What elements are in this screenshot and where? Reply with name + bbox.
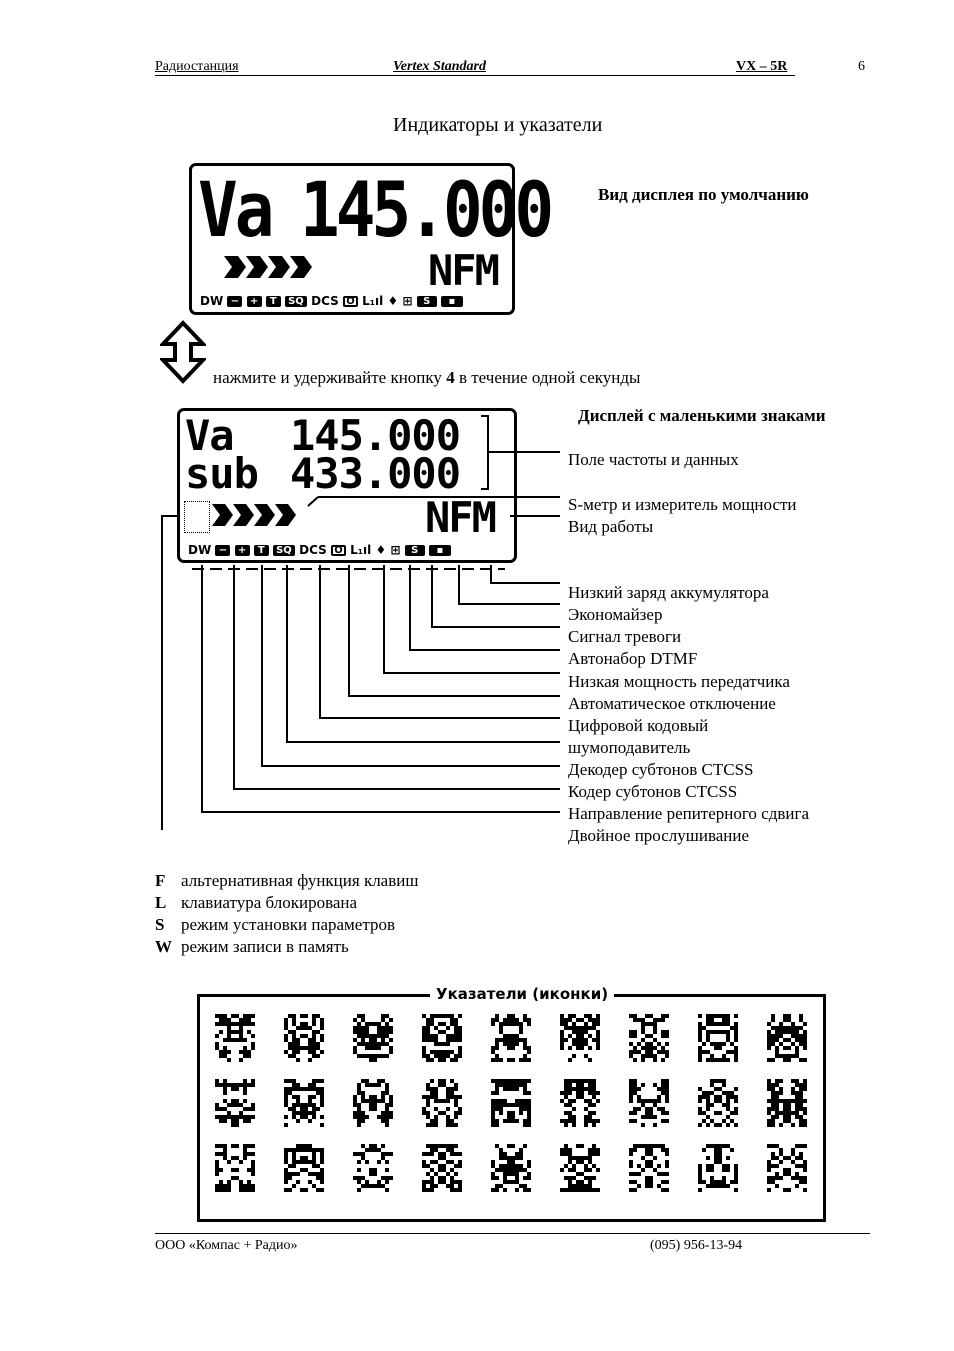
mw-band-icon bbox=[215, 1014, 255, 1062]
deer-icon bbox=[560, 1144, 600, 1192]
legend-w: W режим записи в память bbox=[155, 937, 349, 956]
list-item: Цифровой кодовый bbox=[568, 716, 709, 735]
t-indicator-small: T bbox=[254, 545, 269, 556]
radio-vhf-icon bbox=[560, 1014, 600, 1062]
power-off-icon-small: O bbox=[331, 545, 346, 556]
callout-frequency: Поле частоты и данных bbox=[568, 450, 739, 469]
battery-icon-small: ▪ bbox=[429, 545, 451, 556]
lcd-small-mode: NFM bbox=[425, 493, 495, 542]
callout-list bbox=[568, 583, 868, 853]
book-icon bbox=[491, 1079, 531, 1127]
tree-icon bbox=[284, 1144, 324, 1192]
legend-f: F альтернативная функция клавиш bbox=[155, 871, 419, 890]
family-icon bbox=[491, 1144, 531, 1192]
caption-default: Вид дисплея по умолчанию bbox=[598, 185, 809, 204]
dcs-indicator-small: DCS bbox=[299, 543, 327, 557]
caption-small: Дисплей с маленькими знаками bbox=[578, 406, 826, 425]
saver-icon: S bbox=[417, 296, 437, 307]
sun-icon bbox=[767, 1079, 807, 1127]
low-power-indicator: L₁ıl bbox=[362, 294, 384, 308]
list-item: Направление репитерного сдвига bbox=[568, 804, 810, 823]
am-band-icon bbox=[491, 1014, 531, 1062]
mt-icon bbox=[560, 1079, 600, 1127]
lcd-frequency: 145.000 bbox=[300, 166, 551, 255]
palm-icon bbox=[629, 1144, 669, 1192]
legend-l: L клавиатура блокирована bbox=[155, 893, 358, 912]
dtmf-icon: ♦ bbox=[387, 294, 399, 308]
battery-icon: ▪ bbox=[441, 296, 463, 307]
air-band-icon bbox=[698, 1014, 738, 1062]
dtmf-icon-small: ♦ bbox=[375, 543, 387, 557]
lcd-mode: NFM bbox=[428, 246, 498, 295]
fm-band-icon bbox=[353, 1014, 393, 1062]
minus-indicator-small: − bbox=[215, 545, 230, 556]
memo-icon bbox=[422, 1079, 462, 1127]
face-icon bbox=[353, 1144, 393, 1192]
header-left: Радиостанция bbox=[155, 59, 239, 74]
list-item: Низкая мощность передатчика bbox=[568, 672, 790, 691]
ab-icon bbox=[353, 1079, 393, 1127]
act-people-icon bbox=[215, 1079, 255, 1127]
legend-s: S режим установки параметров bbox=[155, 915, 396, 934]
tv-icon bbox=[422, 1014, 462, 1062]
callout-mode: Вид работы bbox=[568, 517, 654, 536]
act-search-icon bbox=[767, 1014, 807, 1062]
lcd-small-mode-left: Va bbox=[185, 411, 234, 460]
face2-icon bbox=[422, 1144, 462, 1192]
footer-right: (095) 956-13-94 bbox=[650, 1238, 743, 1253]
list-item: Автонабор DTMF bbox=[568, 649, 698, 668]
list-item: Сигнал тревоги bbox=[568, 627, 682, 646]
saver-icon-small: S bbox=[405, 545, 425, 556]
list-item: Кодер субтонов CTCSS bbox=[568, 782, 738, 801]
lcd-small-sub: sub bbox=[185, 449, 258, 498]
sw-band-icon bbox=[284, 1014, 324, 1062]
list-item: Экономайзер bbox=[568, 605, 663, 624]
minus-indicator: − bbox=[227, 296, 242, 307]
list-item: Двойное прослушивание bbox=[568, 826, 750, 845]
footer-left: ООО «Компас + Радио» bbox=[155, 1238, 298, 1253]
bottle-icon bbox=[698, 1144, 738, 1192]
lcd-small-freq1: 145.000 bbox=[290, 411, 461, 460]
lcd-mode-left: Va bbox=[198, 166, 272, 255]
building-icon bbox=[698, 1079, 738, 1127]
header-model: VX – 5R bbox=[736, 59, 788, 74]
sv-icon bbox=[284, 1079, 324, 1127]
sq-indicator: SQ bbox=[285, 296, 307, 307]
page-title: Индикаторы и указатели bbox=[393, 114, 603, 136]
sq-indicator-small: SQ bbox=[273, 545, 295, 556]
icons-box-title: Указатели (иконки) bbox=[430, 985, 614, 1003]
radio-uhf-icon bbox=[629, 1014, 669, 1062]
list-item: Автоматическое отключение bbox=[568, 694, 776, 713]
instruction-text: нажмите и удерживайте кнопку 4 в течение одной секунды bbox=[213, 368, 641, 387]
rs-icon bbox=[629, 1079, 669, 1127]
power-off-icon: O bbox=[343, 296, 358, 307]
plus-indicator: + bbox=[247, 296, 262, 307]
header-center: Vertex Standard bbox=[393, 59, 486, 74]
dw-indicator: DW bbox=[200, 294, 224, 308]
dcs-indicator: DCS bbox=[311, 294, 339, 308]
trash-icon bbox=[767, 1144, 807, 1192]
bell-icon-small: ⊞ bbox=[390, 543, 401, 557]
dw-indicator-small: DW bbox=[188, 543, 212, 557]
list-item: Декодер субтонов CTCSS bbox=[568, 760, 754, 779]
page-number: 6 bbox=[858, 59, 865, 74]
bell-icon: ⊞ bbox=[402, 294, 413, 308]
lcd-small-freq2: 433.000 bbox=[290, 449, 461, 498]
t-indicator: T bbox=[266, 296, 281, 307]
footer-rule bbox=[155, 1233, 870, 1234]
callout-smeter: S-метр и измеритель мощности bbox=[568, 495, 797, 514]
list-item: шумоподавитель bbox=[568, 738, 691, 757]
apple-icon bbox=[215, 1144, 255, 1192]
icon-grid bbox=[197, 994, 826, 1222]
list-item: Низкий заряд аккумулятора bbox=[568, 583, 769, 602]
low-power-indicator-small: L₁ıl bbox=[350, 543, 372, 557]
plus-indicator-small: + bbox=[235, 545, 250, 556]
